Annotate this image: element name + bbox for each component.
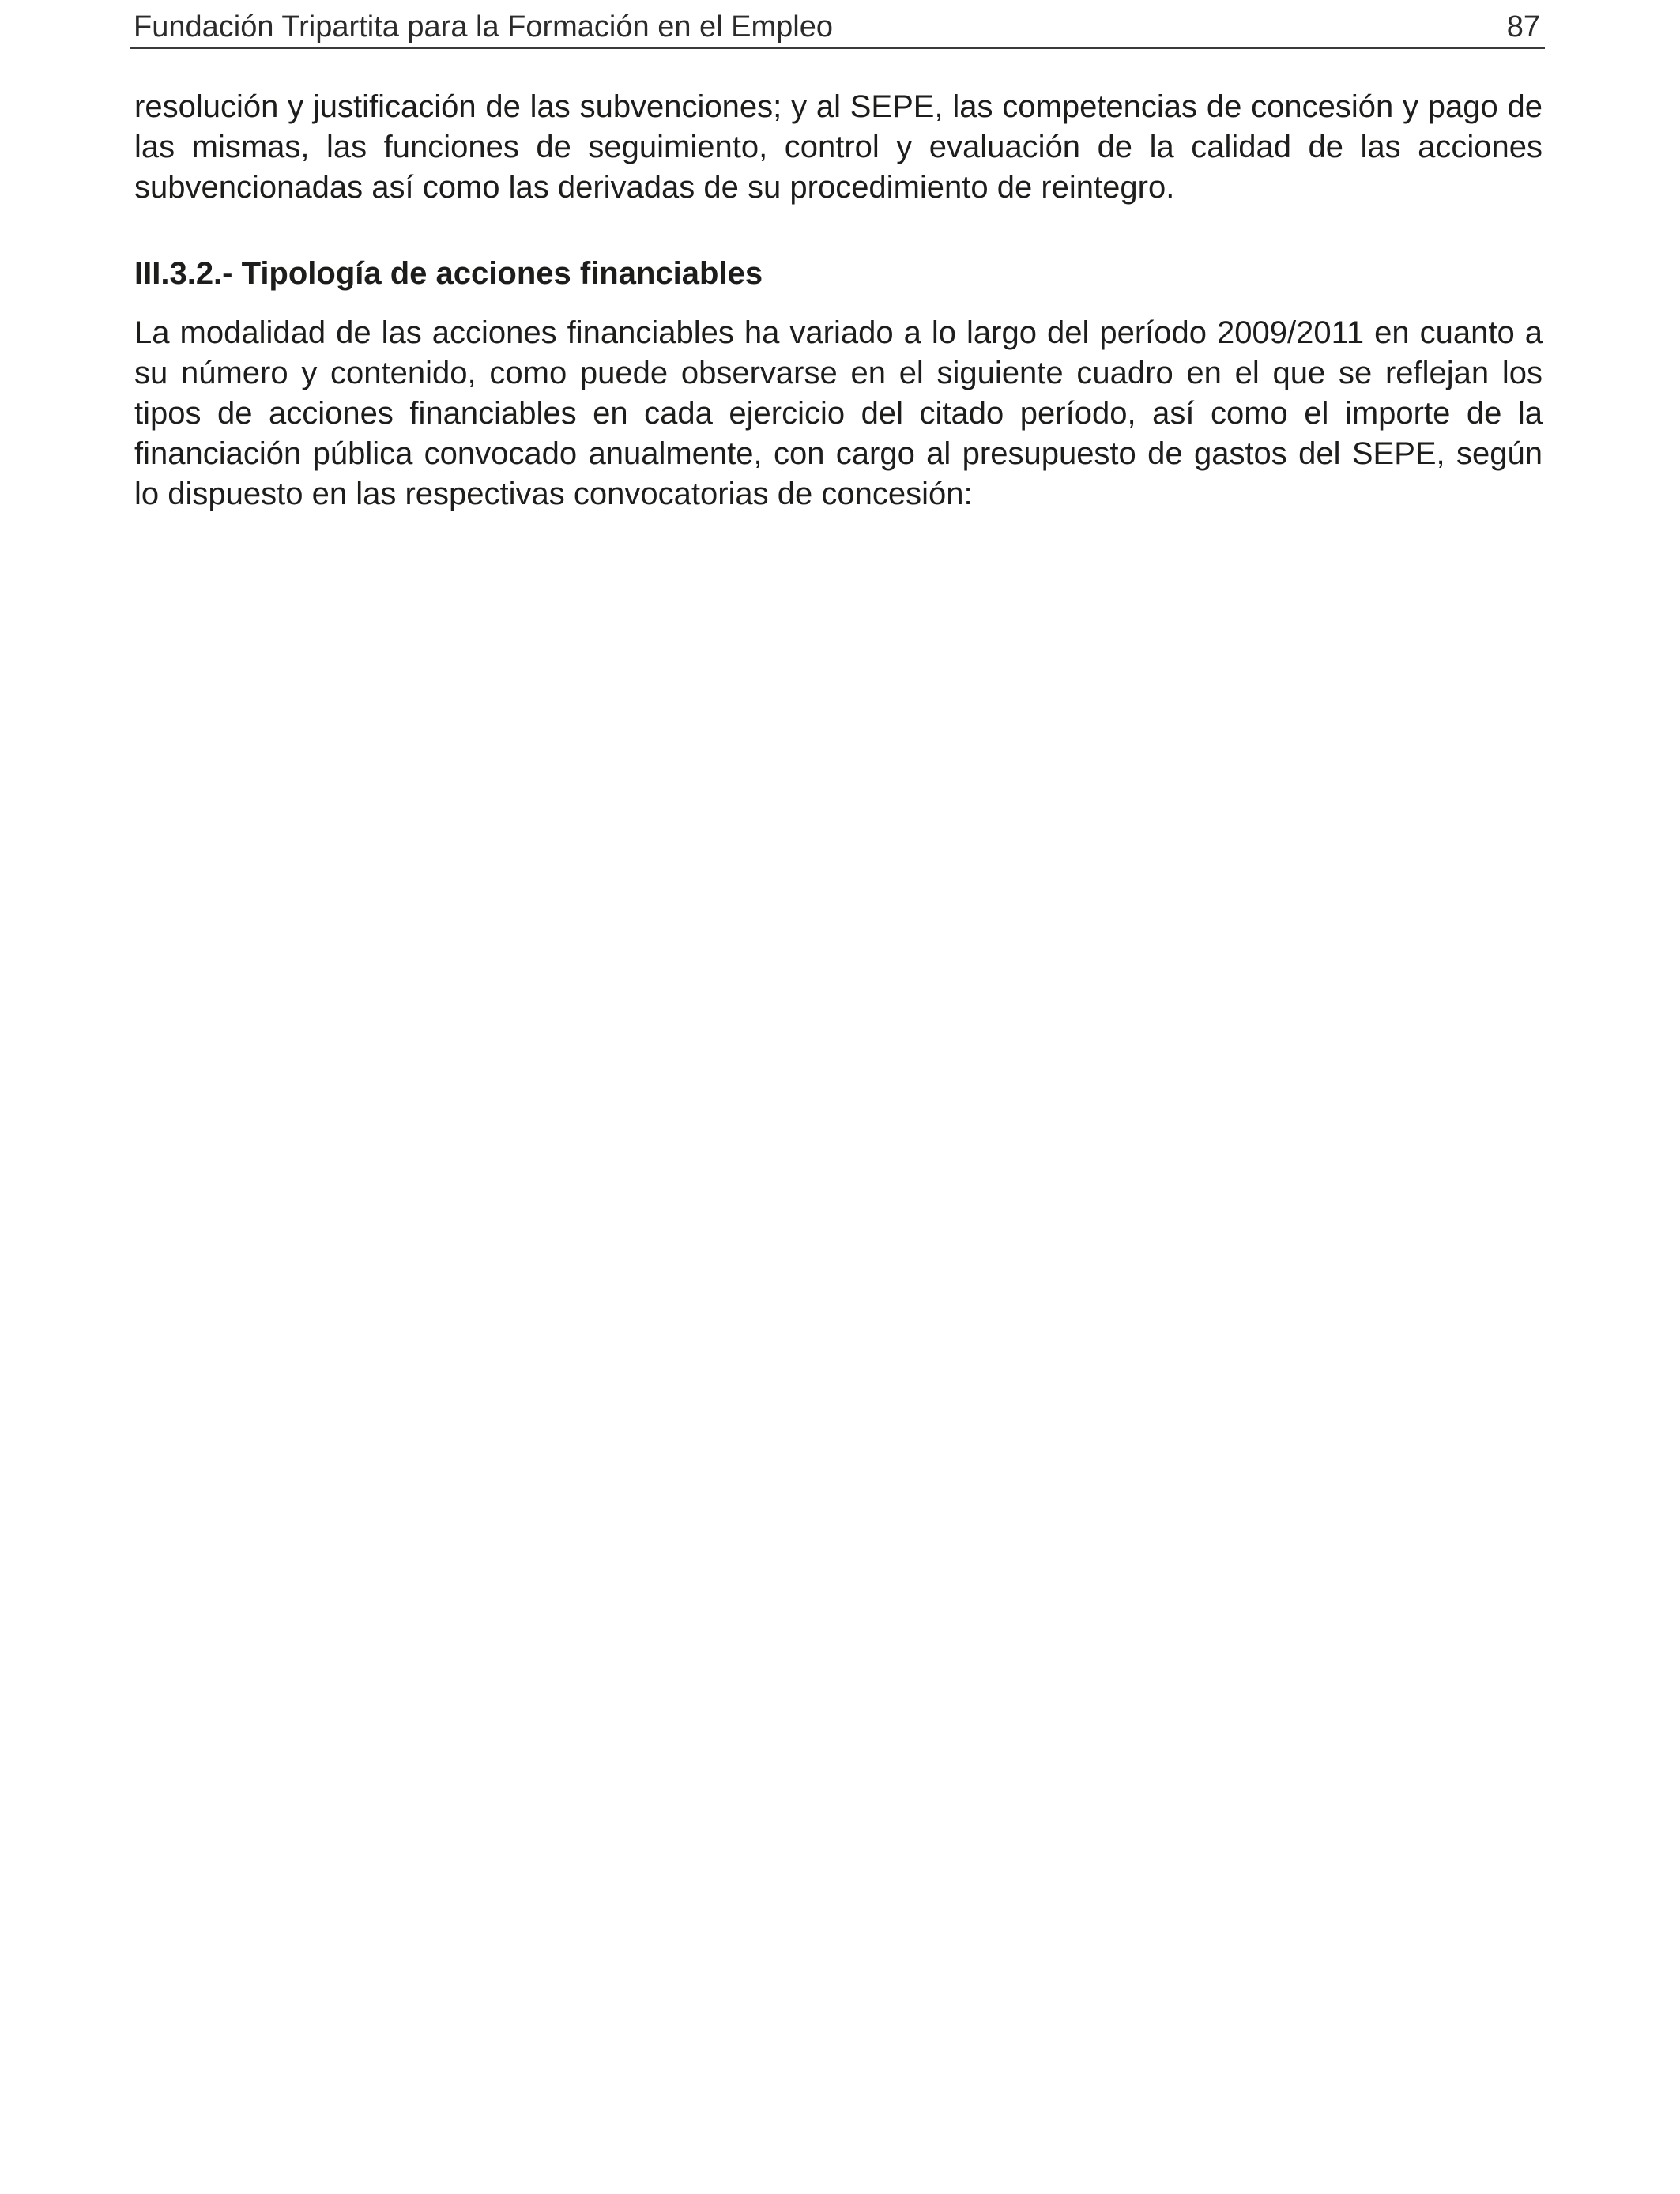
page-header (130, 6, 1545, 49)
page-number: 87 (1506, 10, 1540, 43)
page-content (134, 87, 1543, 515)
header-title: Fundación Tripartita para la Formación en el Empleo (134, 10, 834, 43)
paragraph-intro: La modalidad de las acciones financiables ha variado a lo largo del período 2009/2011 en cuanto a su número y contenido, como puede observarse en el siguiente cuadro en el que se reflejan los tipos de acciones financiables en cada ejercicio del citado período, así como el importe de la financiación pública convocado anualmente, con cargo al presupuesto de gastos del SEPE, según lo dispuesto en las respectivas convocatorias de concesión: (134, 315, 1543, 511)
paragraph-continuation: resolución y justificación de las subvenciones; y al SEPE, las competencias de concesión y pago de las mismas, las funciones de seguimiento, control y evaluación de la calidad de las acciones subvencionadas así como las derivadas de su procedimiento de reintegro. (134, 89, 1543, 205)
section-heading: III.3.2.- Tipología de acciones financiables (134, 256, 763, 291)
